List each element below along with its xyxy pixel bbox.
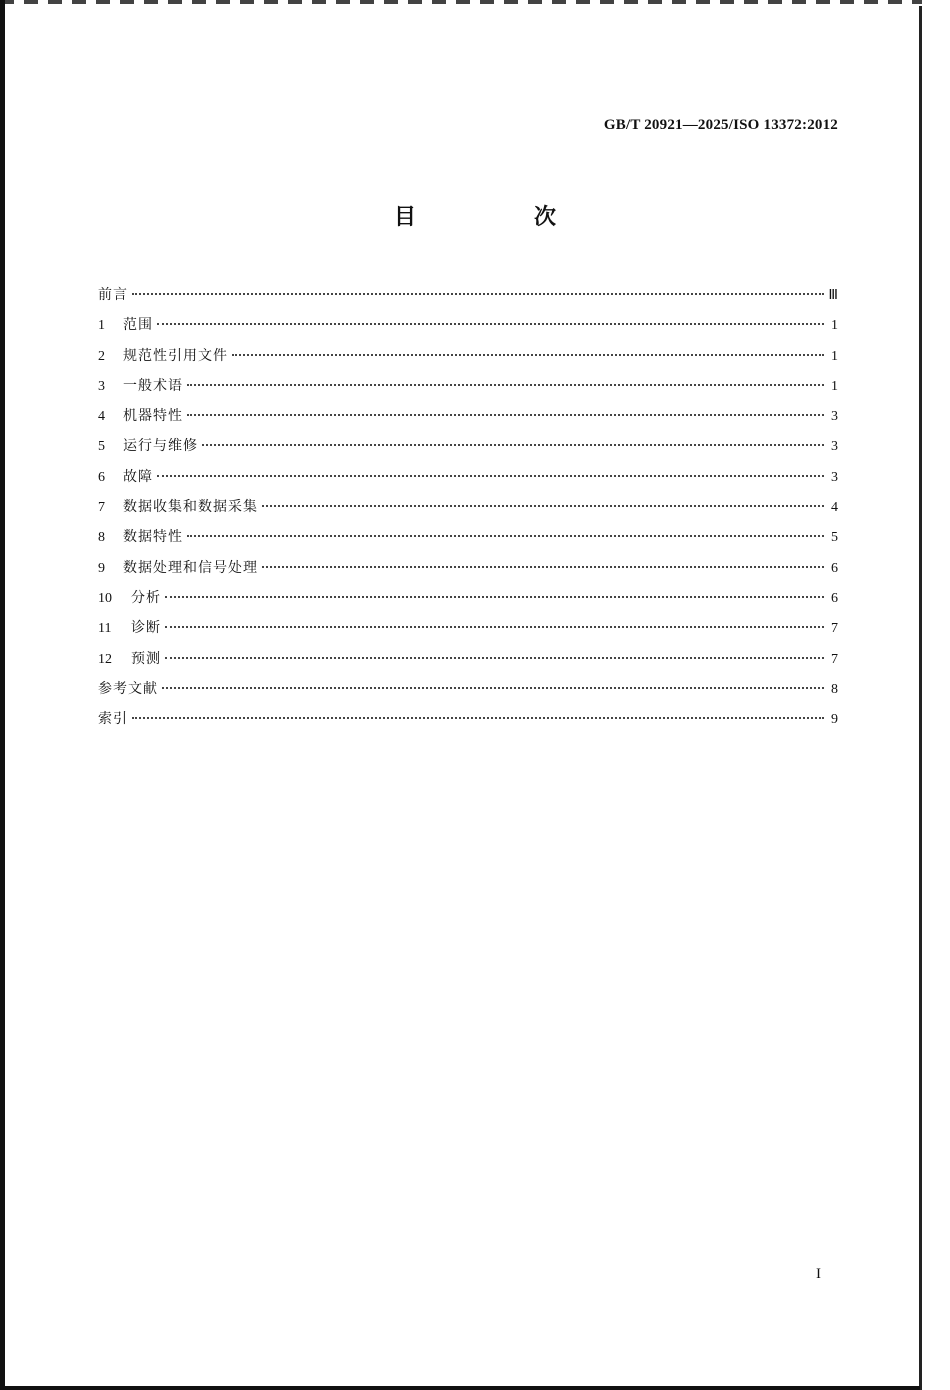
toc-entry-page: 1: [831, 378, 838, 394]
toc-leader-dots: [165, 626, 824, 628]
toc-entry[interactable]: [98, 495, 838, 525]
toc-entry-number: 2: [98, 348, 105, 364]
toc-entry-label: 参考文献: [98, 680, 158, 697]
toc-leader-dots: [187, 535, 824, 537]
toc-entry-label: 机器特性: [123, 408, 183, 425]
toc-leader-dots: [187, 384, 824, 386]
toc-entry[interactable]: [98, 313, 838, 343]
toc-entry-number: 4: [98, 409, 105, 425]
table-of-contents: [98, 283, 838, 737]
toc-entry-number: 11: [98, 621, 112, 637]
toc-entry-page: 7: [831, 621, 838, 637]
toc-entry-number: 12: [98, 651, 112, 667]
toc-leader-dots: [202, 444, 824, 446]
toc-entry-label: 运行与维修: [123, 438, 198, 455]
toc-entry-label: 前言: [98, 287, 128, 303]
toc-entry-page: 6: [831, 590, 838, 606]
toc-entry-number: 9: [98, 560, 105, 576]
toc-entry[interactable]: [98, 616, 838, 646]
toc-entry[interactable]: [98, 556, 838, 586]
toc-entry[interactable]: [98, 707, 838, 737]
toc-entry-page: 9: [831, 712, 838, 728]
toc-leader-dots: [132, 293, 824, 295]
toc-entry-page: 6: [831, 560, 838, 576]
scan-edge-top: [0, 0, 950, 4]
toc-leader-dots: [165, 657, 824, 659]
toc-entry-label: 诊断: [131, 620, 161, 637]
toc-entry-page: 3: [831, 469, 838, 485]
toc-leader-dots: [132, 717, 824, 719]
page-title: 目 次: [393, 205, 604, 230]
toc-entry-page: 1: [831, 318, 838, 334]
toc-leader-dots: [187, 414, 824, 416]
toc-entry-page: 5: [831, 530, 838, 546]
toc-entry-label: 一般术语: [123, 377, 183, 394]
toc-entry-page: 3: [831, 439, 838, 455]
scan-edge-bottom: [0, 1386, 920, 1390]
toc-leader-dots: [262, 566, 824, 568]
toc-entry-label: 分析: [131, 589, 161, 606]
toc-entry-label: 范围: [123, 317, 153, 334]
toc-entry-page: 7: [831, 651, 838, 667]
toc-entry-number: 6: [98, 469, 105, 485]
toc-leader-dots: [262, 505, 824, 507]
toc-entry[interactable]: [98, 404, 838, 434]
toc-entry[interactable]: [98, 283, 838, 313]
toc-leader-dots: [232, 354, 824, 356]
toc-leader-dots: [157, 323, 824, 325]
toc-entry[interactable]: [98, 465, 838, 495]
toc-entry-label: 索引: [98, 711, 128, 728]
toc-entry-page: 4: [831, 500, 838, 516]
toc-entry-label: 数据收集和数据采集: [123, 499, 258, 516]
toc-entry[interactable]: [98, 647, 838, 677]
toc-entry-page: 8: [831, 681, 838, 697]
toc-entry-number: 1: [98, 318, 105, 334]
toc-entry[interactable]: [98, 677, 838, 707]
toc-entry[interactable]: [98, 434, 838, 464]
toc-entry-label: 规范性引用文件: [123, 347, 228, 364]
toc-entry-label: 故障: [123, 468, 153, 485]
toc-entry[interactable]: [98, 344, 838, 374]
toc-entry[interactable]: [98, 525, 838, 555]
toc-entry-number: 10: [98, 590, 112, 606]
toc-entry-number: 3: [98, 378, 105, 394]
toc-entry-number: 5: [98, 439, 105, 455]
page-number: I: [816, 1266, 821, 1282]
toc-leader-dots: [165, 596, 824, 598]
toc-entry[interactable]: [98, 586, 838, 616]
toc-entry-page: 3: [831, 409, 838, 425]
toc-entry-number: 8: [98, 530, 105, 546]
toc-entry-number: 7: [98, 500, 105, 516]
toc-entry-label: 数据处理和信号处理: [123, 559, 258, 576]
toc-entry-label: 预测: [131, 650, 161, 667]
toc-entry-label: 数据特性: [123, 529, 183, 546]
toc-entry-page: 1: [831, 348, 838, 364]
toc-leader-dots: [162, 687, 824, 689]
toc-entry[interactable]: [98, 374, 838, 404]
toc-entry-page: Ⅲ: [828, 288, 838, 303]
toc-leader-dots: [157, 475, 824, 477]
standard-code: GB/T 20921—2025/ISO 13372:2012: [603, 117, 838, 133]
